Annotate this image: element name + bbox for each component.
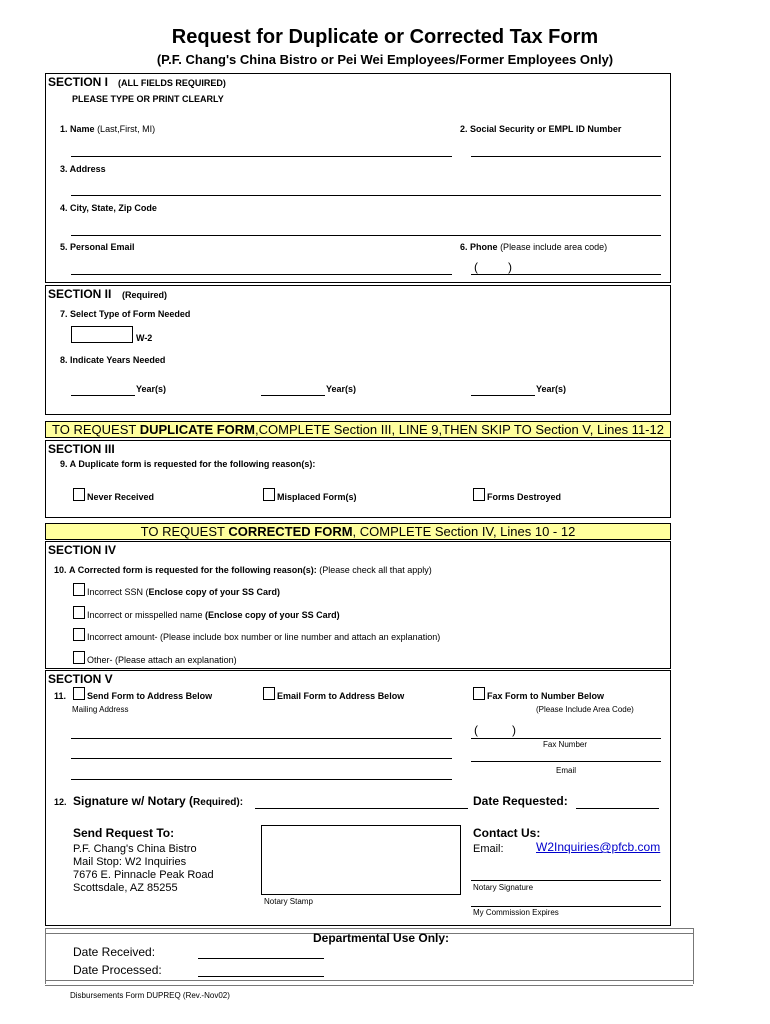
email-to-address-checkbox[interactable] — [263, 687, 275, 700]
section-2-heading: SECTION II — [48, 287, 112, 301]
city-state-zip-label: 4. City, State, Zip Code — [60, 203, 157, 213]
notary-signature-field[interactable] — [471, 880, 661, 881]
never-received-label: Never Received — [87, 492, 155, 502]
email-to-address-label: Email Form to Address Below — [277, 691, 405, 701]
incorrect-ssn-label — [87, 587, 280, 597]
departmental-left-border — [45, 928, 46, 984]
mailing-address-field-2[interactable] — [71, 758, 452, 759]
name-number: 1. — [60, 124, 68, 134]
send-to-address-label: Send Form to Address Below — [87, 691, 213, 701]
corrected-reason-hint: (Please check all that apply) — [319, 565, 432, 575]
other-label: Other- (Please attach an explanation) — [87, 655, 237, 665]
date-requested-field[interactable] — [576, 808, 659, 809]
year-field-3[interactable] — [471, 395, 535, 396]
fax-paren-close: ) — [512, 723, 516, 737]
name-field[interactable] — [71, 156, 452, 157]
signature-field[interactable] — [255, 808, 468, 809]
corrected-banner-bold: CORRECTED FORM — [228, 524, 353, 539]
date-received-label: Date Received: — [73, 945, 156, 959]
page-subtitle: (P.F. Chang's China Bistro or Pei Wei Employees/Former Employees Only) — [156, 52, 614, 67]
year-label-1: Year(s) — [136, 384, 167, 394]
send-to-line-1: P.F. Chang's China Bistro — [73, 843, 197, 855]
address-label: 3. Address — [60, 164, 106, 174]
form-type-label: 7. Select Type of Form Needed — [60, 309, 191, 319]
incorrect-ssn-checkbox[interactable] — [73, 583, 85, 596]
never-received-checkbox[interactable] — [73, 488, 85, 501]
incorrect-name-text: Incorrect or misspelled name — [87, 610, 206, 620]
corrected-banner-post: , COMPLETE Section IV, Lines 10 - 12 — [352, 524, 576, 539]
departmental-heading: Departmental Use Only: — [313, 931, 450, 945]
incorrect-name-checkbox[interactable] — [73, 606, 85, 619]
phone-number-prefix: 6. — [460, 242, 468, 252]
incorrect-ssn-bold: Enclose copy of your SS Card) — [148, 587, 281, 597]
fax-number-field[interactable] — [471, 738, 661, 739]
contact-email-label: Email: — [473, 843, 504, 855]
date-processed-field[interactable] — [198, 976, 324, 977]
duplicate-banner-pre: TO REQUEST — [52, 422, 140, 437]
fax-to-number-label: Fax Form to Number Below — [487, 691, 605, 701]
incorrect-name-label — [87, 610, 340, 620]
send-to-line-3: 7676 E. Pinnacle Peak Road — [73, 869, 214, 881]
commission-expires-field[interactable] — [471, 906, 661, 907]
departmental-right-border — [693, 928, 694, 984]
section-2-box — [45, 285, 671, 415]
contact-heading: Contact Us: — [473, 826, 541, 840]
signature-number: 12. — [54, 797, 67, 807]
other-checkbox[interactable] — [73, 651, 85, 664]
mailing-address-label: Mailing Address — [72, 705, 129, 714]
signature-label — [73, 794, 243, 808]
name-hint: (Last,First, MI) — [97, 124, 156, 134]
section-4-box — [45, 541, 671, 669]
incorrect-amount-label: Incorrect amount- (Please include box number or line number and attach an explanation) — [87, 632, 441, 642]
misplaced-label: Misplaced Form(s) — [277, 492, 357, 502]
incorrect-ssn-text: Incorrect SSN ( — [87, 587, 149, 597]
section-4-heading: SECTION IV — [48, 543, 117, 557]
phone-hint: (Please include area code) — [500, 242, 608, 252]
duplicate-reason-label: 9. A Duplicate form is requested for the following reason(s): — [60, 459, 316, 469]
contact-email-link[interactable]: W2Inquiries@pfcb.com — [536, 840, 661, 854]
notary-stamp-label: Notary Stamp — [264, 897, 313, 906]
personal-email-label: 5. Personal Email — [60, 242, 135, 252]
destroyed-label: Forms Destroyed — [487, 492, 562, 502]
fax-to-number-checkbox[interactable] — [473, 687, 485, 700]
fax-paren-open: ( — [474, 723, 478, 737]
name-text: Name — [70, 124, 95, 134]
duplicate-banner-post: ,COMPLETE Section III, LINE 9,THEN SKIP TO Section V, Lines 11-12 — [255, 422, 664, 437]
name-label — [60, 124, 155, 134]
corrected-reason-number: 10. — [54, 565, 67, 575]
form-id-footer: Disbursements Form DUPREQ (Rev.-Nov02) — [70, 991, 230, 1000]
date-received-field[interactable] — [198, 958, 324, 959]
section-2-required: (Required) — [122, 290, 167, 300]
year-label-3: Year(s) — [536, 384, 567, 394]
mailing-address-field-3[interactable] — [71, 779, 452, 780]
signature-required: Required): — [193, 797, 244, 808]
signature-text: Signature w/ Notary ( — [73, 794, 194, 808]
phone-field[interactable] — [471, 274, 661, 275]
notary-signature-label: Notary Signature — [473, 883, 534, 892]
year-label-2: Year(s) — [326, 384, 357, 394]
send-to-address-checkbox[interactable] — [73, 687, 85, 700]
ssn-label: 2. Social Security or EMPL ID Number — [460, 124, 622, 134]
section-5-heading: SECTION V — [48, 672, 113, 686]
date-processed-label: Date Processed: — [73, 963, 162, 977]
section-1-required: (ALL FIELDS REQUIRED) — [118, 78, 226, 88]
phone-paren-close: ) — [508, 260, 512, 274]
email-field[interactable] — [471, 761, 661, 762]
ssn-field[interactable] — [471, 156, 661, 157]
misplaced-checkbox[interactable] — [263, 488, 275, 501]
duplicate-form-banner — [45, 421, 671, 438]
personal-email-field[interactable] — [71, 274, 452, 275]
corrected-reason-label — [54, 565, 432, 575]
w2-label: W-2 — [136, 333, 153, 343]
departmental-divider-bottom — [45, 980, 693, 986]
years-label: 8. Indicate Years Needed — [60, 355, 166, 365]
incorrect-name-bold: (Enclose copy of your SS Card) — [205, 610, 340, 620]
section-3-box — [45, 440, 671, 518]
year-field-1[interactable] — [71, 395, 135, 396]
page-title: Request for Duplicate or Corrected Tax Form — [171, 26, 599, 48]
send-to-heading: Send Request To: — [73, 826, 175, 840]
duplicate-banner-bold: DUPLICATE FORM — [139, 422, 255, 437]
incorrect-amount-checkbox[interactable] — [73, 628, 85, 641]
section-1-instructions: PLEASE TYPE OR PRINT CLEARLY — [72, 94, 224, 104]
section-1-heading: SECTION I — [48, 75, 109, 89]
phone-paren-open: ( — [474, 260, 478, 274]
phone-text: Phone — [470, 242, 498, 252]
delivery-number: 11. — [54, 691, 67, 701]
corrected-reason-text: A Corrected form is requested for the following reason(s): — [69, 565, 317, 575]
notary-stamp-box — [261, 825, 461, 895]
email-label: Email — [556, 766, 577, 775]
date-requested-label: Date Requested: — [473, 794, 568, 808]
corrected-banner-pre: TO REQUEST — [140, 524, 229, 539]
area-code-hint: (Please Include Area Code) — [536, 705, 634, 714]
mailing-address-field-1[interactable] — [71, 738, 452, 739]
destroyed-checkbox[interactable] — [473, 488, 485, 501]
phone-label — [460, 242, 607, 252]
send-to-line-2: Mail Stop: W2 Inquiries — [73, 856, 187, 868]
address-field[interactable] — [71, 195, 661, 196]
fax-number-label: Fax Number — [543, 740, 588, 749]
w2-select-box[interactable] — [71, 326, 133, 343]
corrected-form-banner — [45, 523, 671, 540]
year-field-2[interactable] — [261, 395, 325, 396]
commission-expires-label: My Commission Expires — [473, 908, 559, 917]
section-3-heading: SECTION III — [48, 442, 115, 456]
city-state-zip-field[interactable] — [71, 235, 661, 236]
send-to-line-4: Scottsdale, AZ 85255 — [73, 882, 178, 894]
